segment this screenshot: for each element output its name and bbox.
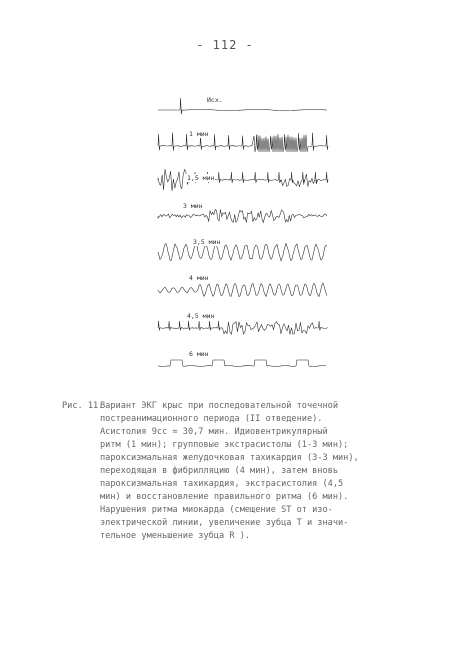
ecg-trace [158, 92, 328, 124]
ecg-trace [158, 128, 328, 160]
strip-label: 6 мин [189, 350, 209, 358]
strip-label: 1,5 мин [187, 174, 215, 182]
strip-label: 3,5 мин [193, 238, 221, 246]
caption-label: Рис. 11. [62, 401, 104, 411]
caption-line: мин) и восстановление правильного ритма (6 мин). [100, 492, 349, 502]
ecg-strip-3-5min [158, 234, 328, 266]
strip-label: 1 мин [189, 130, 209, 138]
ecg-strip-1-5min [158, 162, 328, 194]
caption-line: электрической линии, увеличение зубца Т и значи- [100, 518, 349, 528]
ecg-strip-3min [158, 198, 328, 230]
strip-label: Исх. [207, 96, 223, 104]
strip-label: 4 мин [189, 274, 209, 282]
caption-line: Вариант ЭКГ крыс при последовательной точечной [100, 401, 338, 411]
strip-label: 4,5 мин [187, 312, 215, 320]
ecg-figure [158, 92, 328, 382]
ecg-trace [158, 348, 328, 380]
ecg-trace [158, 310, 328, 342]
ecg-strip-4-5min [158, 310, 328, 342]
ecg-trace [158, 162, 328, 194]
ecg-trace [158, 234, 328, 266]
caption-line: тельное уменьшение зубца R ). [100, 531, 251, 541]
ecg-trace [158, 272, 328, 304]
caption-line: пароксизмальная тахикардия, экстрасистолия (4,5 [100, 479, 344, 489]
caption-line: ритм (1 мин); групповые экстрасистолы (1-3 мин); [100, 440, 349, 450]
ecg-strip-1min [158, 128, 328, 160]
ecg-strip-baseline [158, 92, 328, 124]
ecg-strip-4min [158, 272, 328, 304]
caption-line: Нарушения ритма миокарда (смещение ST от изо- [100, 505, 333, 515]
strip-label: 3 мин [183, 202, 203, 210]
caption-line: пароксизмальная желудочковая тахикардия (3-3 мин), [100, 453, 359, 463]
caption-line: переходящая в фибрилляцию (4 мин), затем вновь [100, 466, 338, 476]
caption-line: Асистолия 9сс = 30,7 мин. Идиовентрикулярный [100, 427, 328, 437]
caption-line: постреанимационного периода (II отведение). [100, 414, 323, 424]
ecg-strip-6min [158, 348, 328, 380]
caption-text [100, 400, 402, 543]
page-number: - 112 - [196, 38, 254, 52]
